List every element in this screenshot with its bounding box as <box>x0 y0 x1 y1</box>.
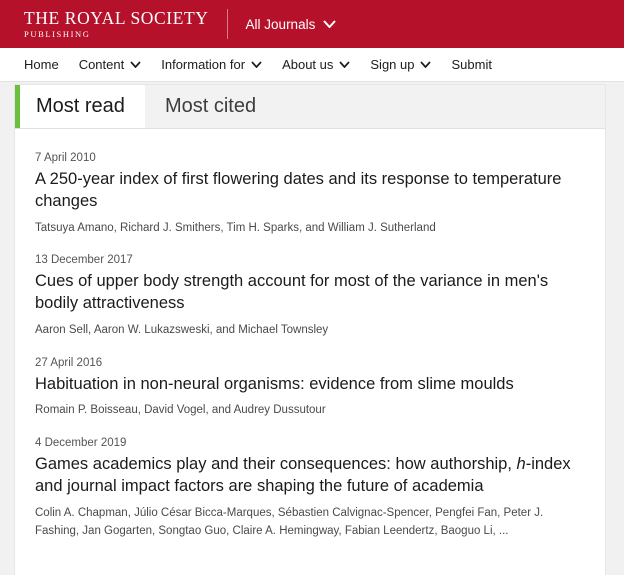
article-title-text: Cues of upper body strength account for most of the variance in men's bodily attractiveness <box>35 272 549 313</box>
nav-item-information-for[interactable] <box>151 48 272 82</box>
site-logo[interactable] <box>24 7 227 39</box>
nav-item-home[interactable] <box>14 48 69 82</box>
nav-item-label: Home <box>24 57 59 72</box>
list-item <box>35 247 585 349</box>
nav-item-label: Content <box>78 57 125 72</box>
nav-item-label: Sign up <box>370 57 415 72</box>
article-title[interactable] <box>35 169 585 213</box>
nav-item-label: Submit <box>451 57 492 72</box>
all-journals-label: All Journals <box>245 16 316 32</box>
article-title[interactable] <box>35 454 585 498</box>
article-title-text: A 250-year index of first flowering dates and its response to temperature changes <box>35 170 562 210</box>
list-item <box>35 430 585 550</box>
article-title-italic: h <box>516 455 526 474</box>
tab-most-cited[interactable] <box>145 85 276 128</box>
article-authors: Colin A. Chapman, Júlio César Bicca-Marques, Sébastien Calvignac-Spencer, Pengfei Fan, Peter J. Fashing, Jan Gogarten, Songtao Guo, Claire A. Hemingway, Fabian Leendertz, Baoguo Li, ... <box>35 506 544 537</box>
article-title[interactable] <box>35 271 585 315</box>
article-date: 7 April 2010 <box>35 152 96 164</box>
list-item <box>35 145 585 247</box>
chevron-down-icon <box>130 61 141 68</box>
article-date: 27 April 2016 <box>35 356 103 369</box>
main-navigation <box>0 48 624 82</box>
chevron-down-icon <box>339 61 350 68</box>
article-authors: Romain P. Boisseau, David Vogel, and Audrey Dussutour <box>35 404 326 417</box>
list-item <box>35 350 585 431</box>
tab-bar <box>15 85 605 129</box>
article-title[interactable] <box>35 374 585 396</box>
nav-item-content[interactable] <box>69 48 152 82</box>
nav-item-sign-up[interactable] <box>360 48 441 82</box>
tab-most-read[interactable] <box>15 85 145 128</box>
chevron-down-icon <box>420 61 431 68</box>
nav-item-submit[interactable] <box>441 48 501 82</box>
all-journals-dropdown[interactable] <box>246 17 337 32</box>
site-masthead <box>0 0 624 48</box>
article-authors: Tatsuya Amano, Richard J. Smithers, Tim H. Sparks, and William J. Sutherland <box>35 221 436 234</box>
tab-label: Most read <box>36 95 125 117</box>
chevron-down-icon <box>251 61 262 68</box>
logo-line-secondary: PUBLISHING <box>24 29 91 39</box>
article-title-text-cont: -index and journal impact factors are shaping the future of academia <box>35 455 571 496</box>
nav-item-label: About us <box>282 57 334 72</box>
tab-label: Most cited <box>164 95 257 117</box>
article-authors: Aaron Sell, Aaron W. Lukazsweski, and Michael Townsley <box>35 323 329 336</box>
nav-item-about-us[interactable] <box>272 48 360 82</box>
article-title-text: Habituation in non-neural organisms: evidence from slime moulds <box>35 374 514 393</box>
article-title-text: Games academics play and their consequences: how authorship, <box>35 455 517 474</box>
nav-item-label: Information for <box>161 57 246 72</box>
article-date: 4 December 2019 <box>35 437 127 450</box>
chevron-down-icon <box>323 20 336 28</box>
masthead-divider <box>227 9 228 39</box>
article-list <box>15 129 605 550</box>
article-list-panel <box>14 84 606 575</box>
logo-line-primary: THE ROYAL SOCIETY <box>24 7 209 28</box>
article-date: 13 December 2017 <box>35 254 133 267</box>
